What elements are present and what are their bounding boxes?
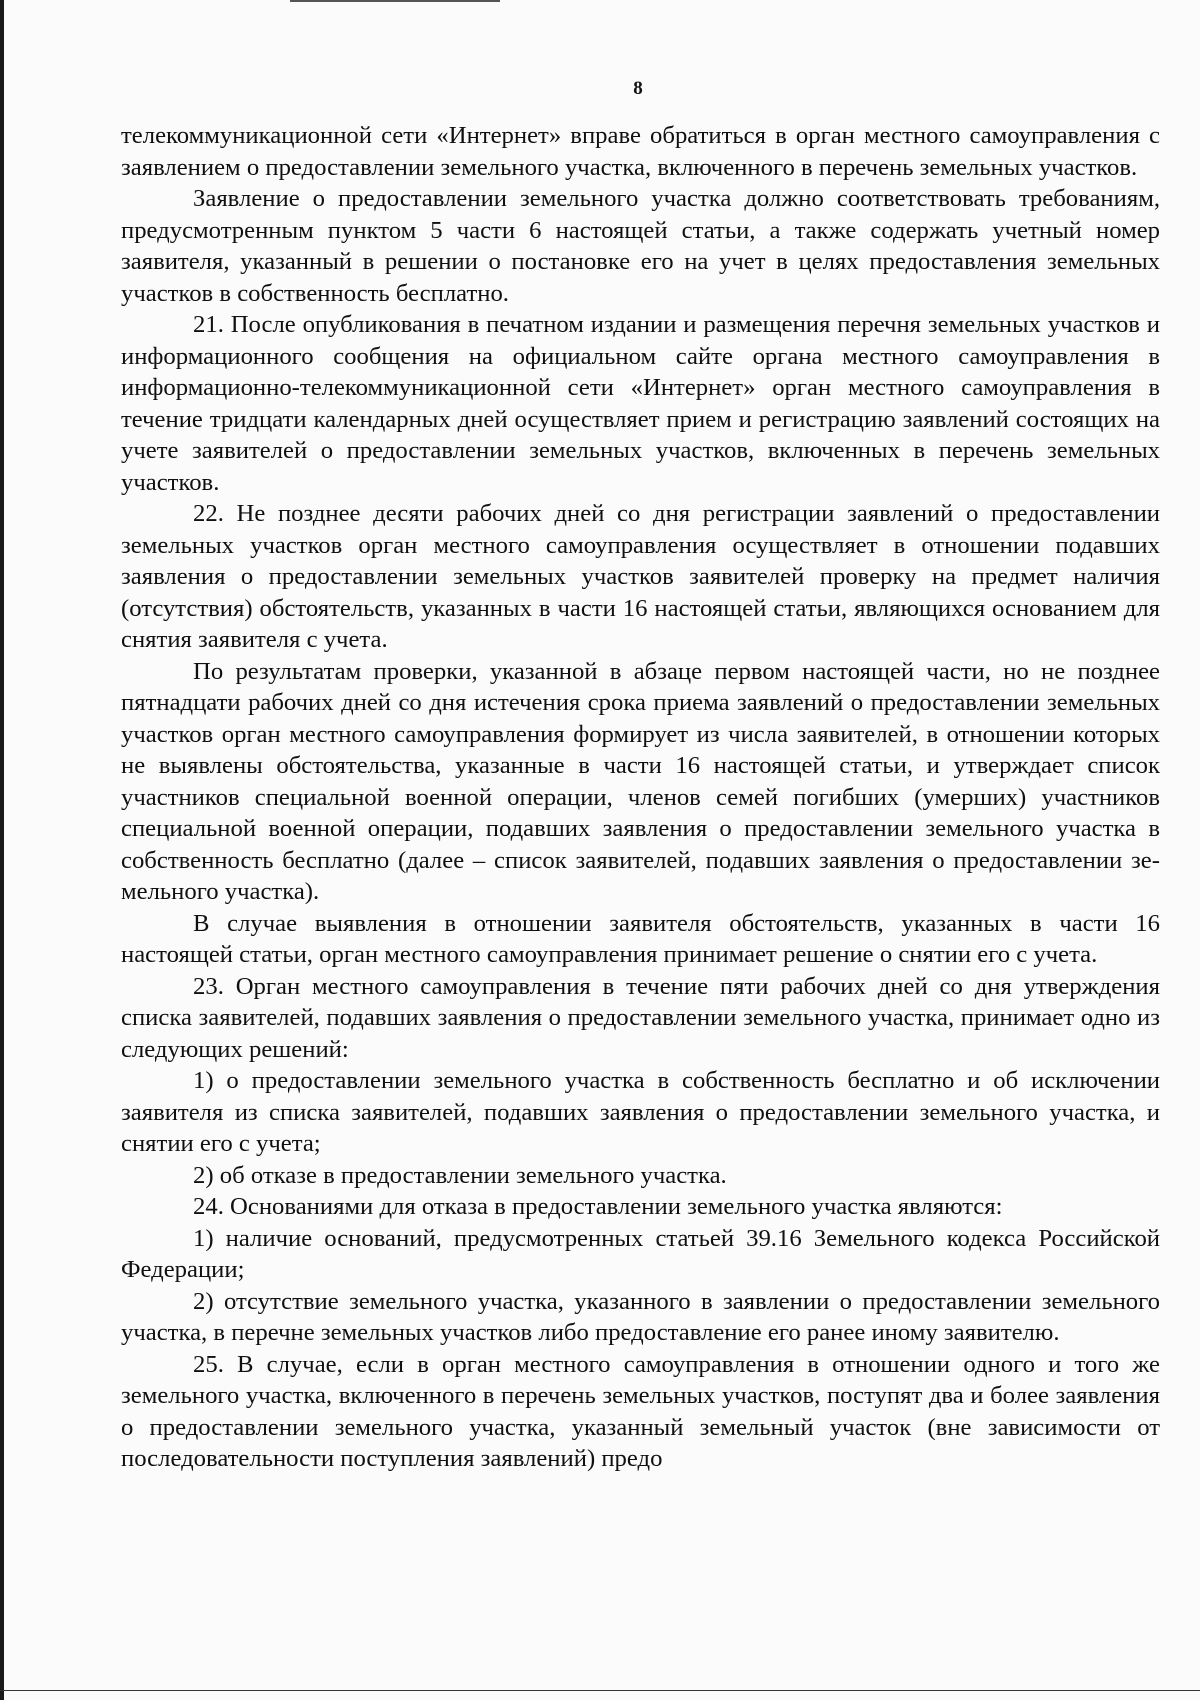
document-text xyxy=(121,120,1160,1475)
paragraph-continuation: телекоммуникационной сети «Интернет» вправе обратиться в орган местного самоуправления с заявлением о предоставлении земельного участка, включенного в перечень земельных участков. xyxy=(121,122,1160,181)
paragraph-24-item-1: 1) наличие оснований, предусмотренных статьей 39.16 Земельного кодекса Российской Федерации; xyxy=(121,1224,1160,1283)
paragraph-deregistration: В случае выявления в отношении заявителя обстоятельств, указанных в части 16 настоящей статьи, орган местного самоуправления принимает решение о снятии его с учета. xyxy=(121,909,1160,968)
paragraph-22: 22. Не позднее десяти рабочих дней со дня регистрации заявлений о предоставлении земельных участков орган местного самоуправления осуществляет в отношении подавших заявления о предоставлении земельных участков заявителей проверку на предмет наличия (отсутствия) обстоятельств, указанных в части 16 настоящей статьи, являющихся основанием для снятия заявителя с учета. xyxy=(121,500,1160,653)
paragraph-verification-results: По результатам проверки, указанной в абзаце первом настоящей части, но не позднее пятнадцати рабочих дней со дня истечения срока приема заявлений о предоставлении земельных участков орган местного самоуправления формирует из числа заявителей, в отношении которых не выявлены обстоятельства, указанные в части 16 настоящей статьи, и утверждает список участников специальной военной операции, членов семей погибших (умерших) участников специальной военной операции, подавших заявления о предоставлении земельного участка в собственность бесплатно (далее – список заявителей, подавших заявления о предоставлении земельного участка). xyxy=(121,657,1160,905)
scan-edge-shadow xyxy=(0,0,4,1700)
paragraph-23: 23. Орган местного самоуправления в течение пяти рабочих дней со дня утверждения списка заявителей, подавших заявления о предоставлении земельного участка, принимает одно из следующих решений: xyxy=(121,972,1160,1063)
paragraph-25: 25. В случае, если в орган местного самоуправления в отношении одного и того же земельного участка, включенного в перечень земельных участков, поступят два и более заявления о предоставлении земельного участка, указанный земельный участок (вне зависимости от последовательности поступления заявлений) предо xyxy=(121,1350,1160,1472)
scan-bottom-edge xyxy=(0,1690,1200,1691)
scan-top-mark xyxy=(290,0,500,2)
paragraph-21: 21. После опубликования в печатном издании и размещения перечня земельных участков и информационного сообщения на официальном сайте органа местного самоуправления в информационно-телекоммуникационной сети «Интернет» орган местного самоуправления в течение тридцати календарных дней осуществляет прием и регистрацию заявлений состоящих на учете заявителей о предоставлении земельных участков, включенных в перечень земельных участков. xyxy=(121,311,1160,496)
paragraph-24-item-2: 2) отсутствие земельного участка, указанного в заявлении о предоставлении земельного участка, в перечне земельных участков либо предоставление его ранее иному заявителю. xyxy=(121,1287,1160,1346)
paragraph-23-item-1: 1) о предоставлении земельного участка в собственность бесплатно и об исключении заявителя из списка заявителей, подавших заявления о предоставлении земельного участка, и снятии его с учета; xyxy=(121,1067,1160,1157)
page-number: 8 xyxy=(633,78,643,99)
paragraph-23-item-2: 2) об отказе в предоставлении земельного участка. xyxy=(193,1161,727,1189)
paragraph-24: 24. Основаниями для отказа в предоставлении земельного участка являются: xyxy=(193,1193,1003,1220)
paragraph-application-requirements: Заявление о предоставлении земельного участка должно соответствовать требованиям, предусмотренным пунктом 5 части 6 настоящей статьи, а также содержать учетный номер заявителя, указанный в решении о постановке его на учет в целях предоставления земельных участков в собственность бесплатно. xyxy=(121,185,1160,307)
